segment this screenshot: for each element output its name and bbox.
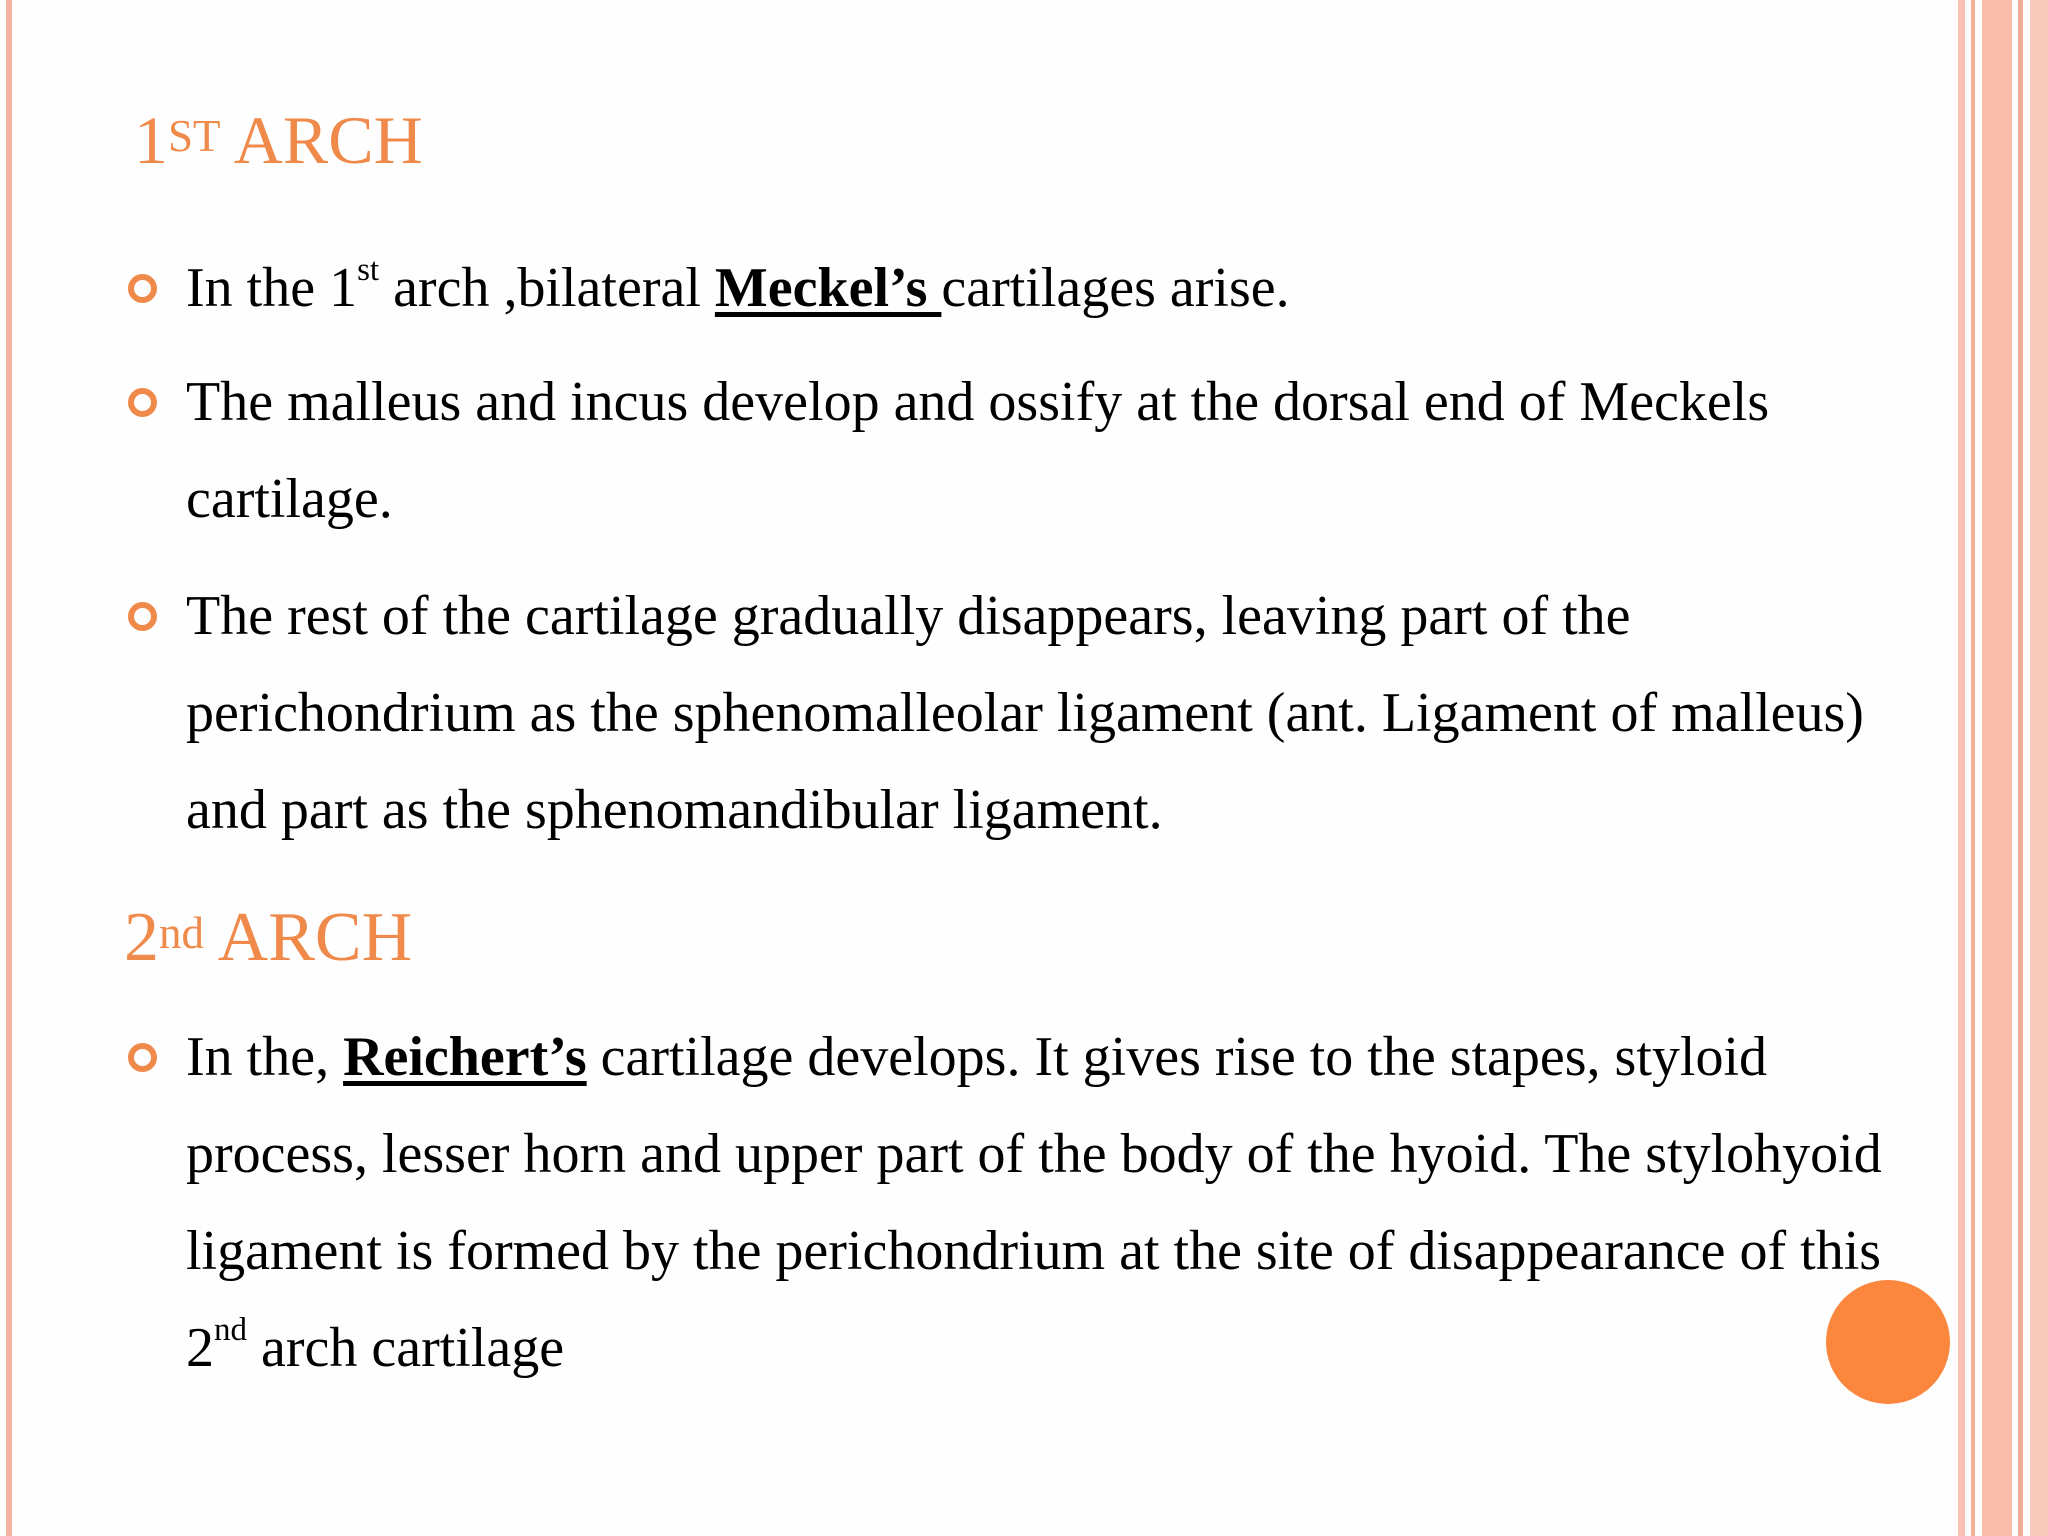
circle-bullet-icon (128, 274, 157, 303)
section-heading-2nd-arch: 2nd ARCH (124, 899, 413, 976)
right-stripe (1982, 0, 2012, 1536)
meckels-term: Meckel’s (714, 257, 942, 319)
circle-bullet-icon (128, 1043, 157, 1072)
right-stripe (1971, 0, 1975, 1536)
bullet-text: In the 1st arch ,bilateral Meckel’s cartilages arise. (186, 252, 1290, 319)
reicherts-term: Reichert’s (343, 1026, 587, 1088)
bullet-text: The malleus and incus develop and ossify at the dorsal end of Meckels cartilage. (186, 371, 1770, 530)
circle-bullet-icon (128, 602, 157, 631)
right-stripe (2018, 0, 2023, 1536)
section-heading-1st-arch: 1ST ARCH (134, 102, 423, 178)
bullet-text: The rest of the cartilage gradually disappears, leaving part of the perichondrium as the sphenomalleolar ligament (ant. Ligament of malleus) and part as the sphenomandibular ligament. (186, 585, 1864, 841)
circle-bullet-icon (128, 388, 157, 417)
right-stripe (1958, 0, 1965, 1536)
orange-circle-decoration (1826, 1280, 1950, 1404)
right-stripe (2030, 0, 2048, 1536)
left-border (6, 0, 12, 1536)
bullet-text: In the, Reichert’s cartilage develops. It gives rise to the stapes, styloid process, lesser horn and upper part of the body of the hyoid. The stylohyoid ligament is formed by the perichondrium at the site of disappearance of this 2nd arch cartilage (186, 1026, 1882, 1379)
